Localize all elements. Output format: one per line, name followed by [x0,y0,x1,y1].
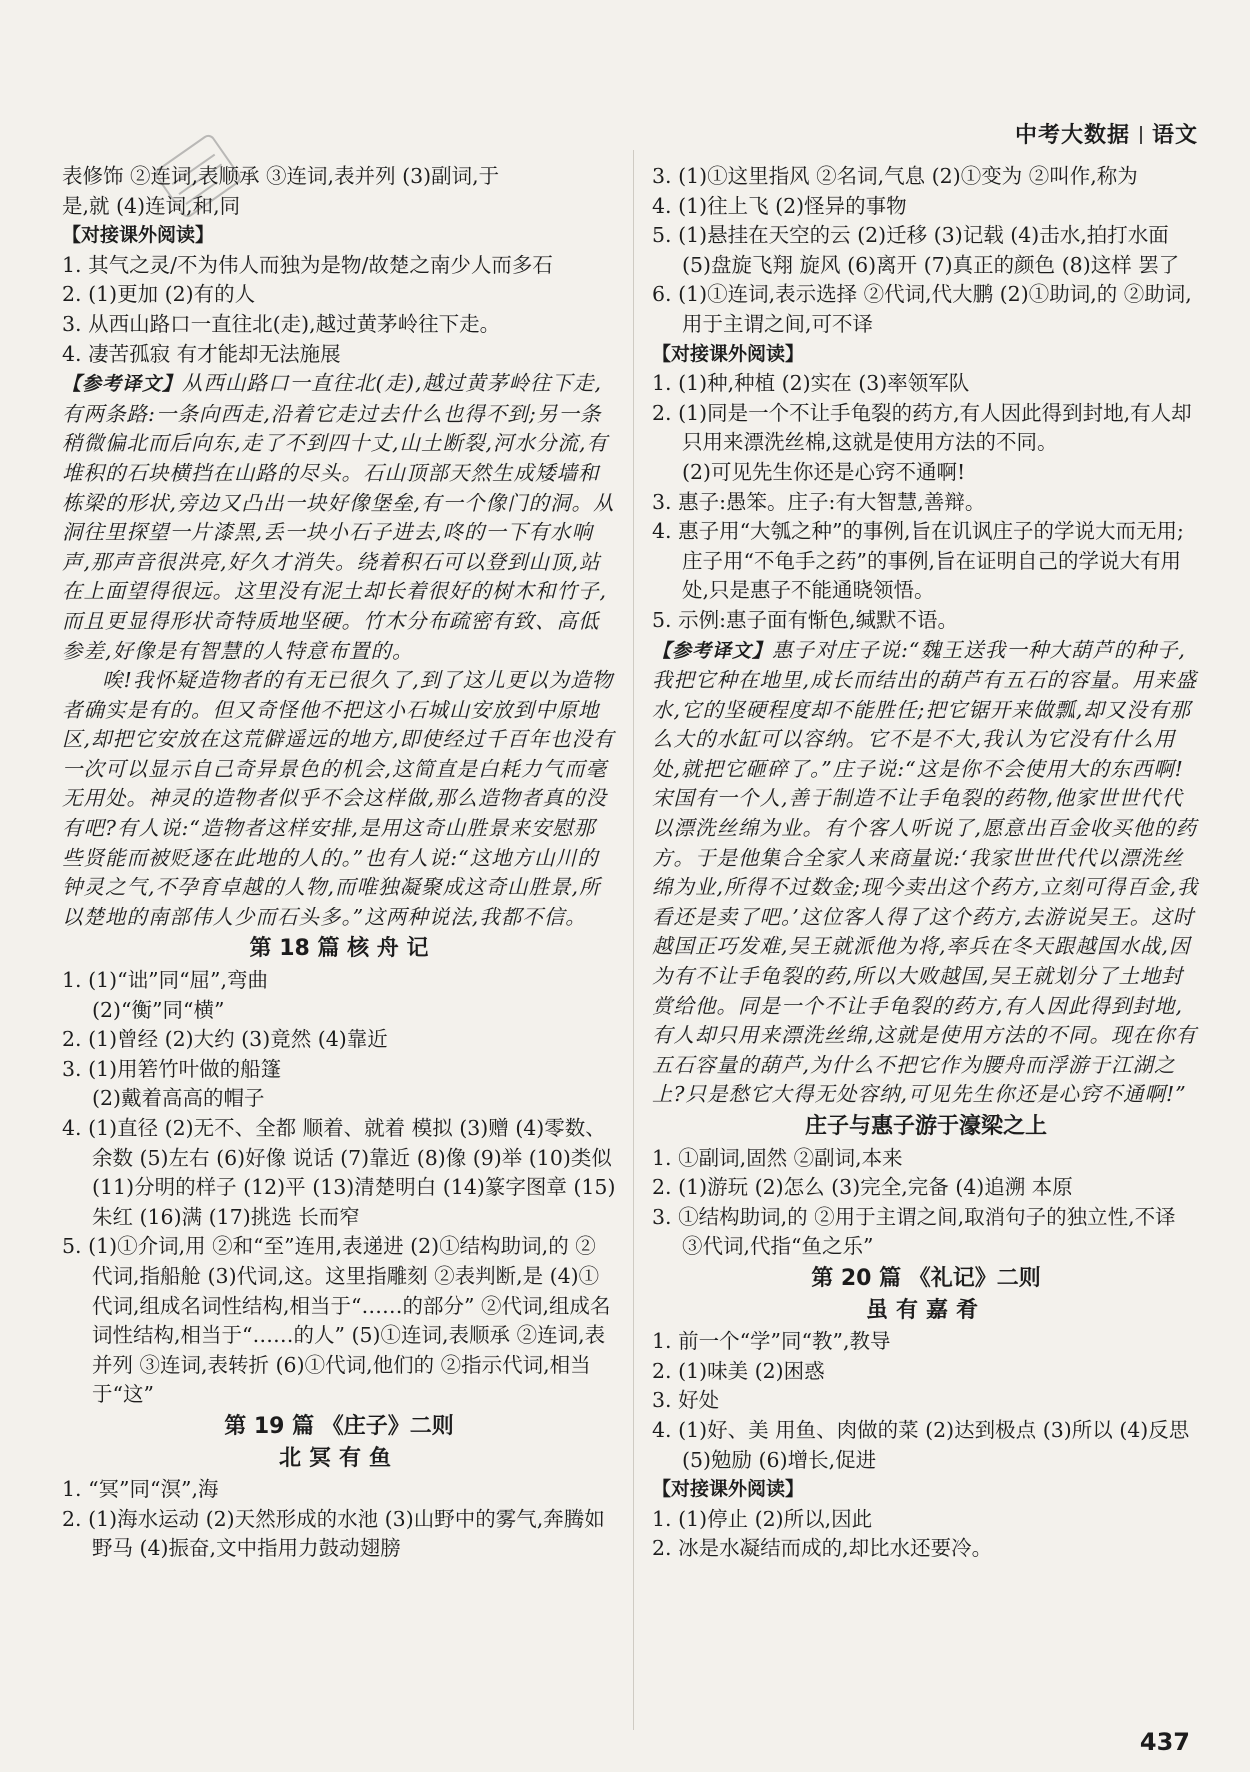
answer-line: 2. (1)曾经 (2)大约 (3)竟然 (4)靠近 [62,1027,388,1052]
answer-line: 3. 好处 [652,1388,720,1413]
answer-line: 3. ①结构助词,的 ②用于主谓之间,取消句子的独立性,不译 ③代词,代指“鱼之乐” [652,1204,1176,1259]
subtitle-beiming: 北冥有鱼 [278,1445,399,1471]
page-number: 437 [1139,1728,1190,1756]
answer-line: 表修饰 ②连词,表顺承 ③连词,表并列 (3)副词,于 [62,164,500,188]
answer-line: 2. (1)同是一个不让手龟裂的药方,有人因此得到封地,有人却只用来漂洗丝棉,这就是使用方法的不同。 [652,400,1192,455]
page-header [1015,118,1198,149]
answer-line: 1. 其气之灵/不为伟人而独为是物/故楚之南少人而多石 [62,252,553,277]
header-subject: 语文 [1151,123,1198,148]
answer-line: 4. (1)好、美 用鱼、肉做的菜 (2)达到极点 (3)所以 (4)反思 (5)勉励 (6)增长,促进 [652,1417,1190,1472]
section-tag-translation: 【参考译文】 [652,639,773,662]
column-divider [633,150,634,1730]
answer-line: (2)戴着高高的帽子 [92,1086,265,1111]
answer-line: 3. (1)①这里指风 ②名词,气息 (2)①变为 ②叫作,称为 [652,164,1138,188]
translation-text: 从西山路口一直往北(走),越过黄茅岭往下走,有两条路:一条向西走,沿着它走过去什么也得不到;另一条稍微偏北而后向东,走了不到四十丈,山土断裂,河水分流,有堆积的石块横挡在山路的尽头。石山顶部天然生成矮墙和栋梁的形状,旁边又凸出一块好像堡垒,有一个像门的洞。从洞往里探望一片漆黑,丢一块小石子进去,咚的一下有水响声,那声音很洪亮,好久才消失。绕着积石可以登到山顶,站在上面望得很远。这里没有泥土却长着很好的树木和竹子,而且更显得形状奇特质地坚硬。竹木分布疏密有致、高低参差,好像是有智慧的人特意布置的。 [62,371,615,663]
translation-paragraph [62,369,616,666]
answer-line: 5. (1)①介词,用 ②和“至”连用,表递进 (2)①结构助词,的 ②代词,指船舱 (3)代词,这。这里指雕刻 ②表判断,是 (4)①代词,组成名词性结构,相当于“……的部分” ②代词,组成名词性结构,相当于“……的人” (5)①连词,表顺承 ②连词,表并列 ③连词,表转折 (6)①代词,他们的 ②指示代词,相当于“这” [62,1234,611,1407]
answer-line: 1. ①副词,固然 ②副词,本来 [652,1145,903,1170]
answer-line: 4. (1)往上飞 (2)怪异的事物 [652,193,907,218]
answer-line: (2)“衡”同“横” [92,997,225,1022]
answer-line: 1. 前一个“学”同“教”,教导 [652,1329,891,1354]
translation-paragraph: 唉!我怀疑造物者的有无已很久了,到了这儿更以为造物者确实是有的。但又奇怪他不把这小石城山安放到中原地区,却把它安放在这荒僻遥远的地方,即使经过千百年也没有一次可以显示自己奇异景色的机会,这简直是白耗力气而毫无用处。神灵的造物者似乎不会这样做,那么造物者真的没有吧?有人说:“造物者这样安排,是用这奇山胜景来安慰那些贤能而被贬逐在此地的人的。”也有人说:“这地方山川的钟灵之气,不孕育卓越的人物,而唯独凝聚成这奇山胜景,所以楚地的南部伟人少而石头多。”这两种说法,我都不信。 [62,668,615,929]
chapter-title-20: 第 20 篇 《礼记》二则 [811,1265,1041,1291]
answer-line: 6. (1)①连词,表示选择 ②代词,代大鹏 (2)①助词,的 ②助词,用于主谓之间,可不译 [652,282,1192,336]
subtitle-haoliang: 庄子与惠子游于濠梁之上 [804,1114,1047,1139]
answer-line: 3. (1)用箬竹叶做的船篷 [62,1056,282,1081]
answer-line: 2. (1)更加 (2)有的人 [62,282,256,307]
section-tag-translation: 【参考译文】 [62,373,183,396]
answer-line: 5. (1)悬挂在天空的云 (2)迁移 (3)记载 (4)击水,拍打水面 (5)盘旋飞翔 旋风 (6)离开 (7)真正的颜色 (8)这样 罢了 [652,223,1180,277]
section-tag-extra-reading: 【对接课外阅读】 [652,1478,805,1501]
answer-line: 1. “冥”同“溟”,海 [62,1477,219,1502]
translation-paragraph [652,636,1200,1111]
chapter-title-18: 第 18 篇 核 舟 记 [249,936,429,962]
answer-line: 3. 从西山路口一直往北(走),越过黄茅岭往下走。 [62,311,501,336]
answer-line: 2. (1)海水运动 (2)天然形成的水池 (3)山野中的雾气,奔腾如野马 (4)振奋,文中指用力鼓动翅膀 [62,1506,605,1561]
section-tag-extra-reading: 【对接课外阅读】 [652,342,805,365]
answer-line: 2. 冰是水凝结而成的,却比水还要冷。 [652,1536,993,1561]
answer-line: 1. (1)“诎”同“屈”,弯曲 [62,968,269,993]
answer-line: 1. (1)停止 (2)所以,因此 [652,1506,873,1531]
answer-line: (2)可见先生你还是心窍不通啊! [682,459,966,484]
subtitle-jiayao: 虽有嘉肴 [865,1297,986,1323]
left-column [62,162,616,1564]
header-brand: 中考大数据 [1014,123,1130,148]
right-column [652,162,1200,1564]
answer-line: 4. 惠子用“大瓠之种”的事例,旨在讥讽庄子的学说大而无用;庄子用“不龟手之药”的事例,旨在证明自己的学说大有用处,只是惠子不能通晓领悟。 [652,519,1184,603]
answer-line: 4. 凄苦孤寂 有才能却无法施展 [62,341,341,366]
header-divider [1140,126,1142,144]
answer-line: 2. (1)味美 (2)困惑 [652,1358,825,1383]
translation-text: 惠子对庄子说:“魏王送我一种大葫芦的种子,我把它种在地里,成长而结出的葫芦有五石的容量。用来盛水,它的坚硬程度却不能胜任;把它锯开来做瓢,却又没有那么大的水缸可以容纳。它不是不大,我认为它没有什么用处,就把它砸碎了。”庄子说:“这是你不会使用大的东西啊!宋国有一个人,善于制造不让手龟裂的药物,他家世世代代以漂洗丝绵为业。有个客人听说了,愿意出百金收买他的药方。于是他集合全家人来商量说:‘我家世世代代以漂洗丝绵为业,所得不过数金;现今卖出这个药方,立刻可得百金,我看还是卖了吧。’这位客人得了这个药方,去游说吴王。这时越国正巧发难,吴王就派他为将,率兵在冬天跟越国水战,因为有不让手龟裂的药,所以大败越国,吴王就划分了土地封赏给他。同是一个不让手龟裂的药方,有人因此得到封地,有人却只用来漂洗丝绵,这就是使用方法的不同。现在你有五石容量的葫芦,为什么不把它作为腰舟而浮游于江湖之上?只是愁它大得无处容纳,可见先生你还是心窍不通啊!” [652,637,1199,1107]
chapter-title-19: 第 19 篇 《庄子》二则 [224,1413,454,1439]
answer-line: 3. 惠子:愚笨。庄子:有大智慧,善辩。 [652,489,986,514]
answer-line: 5. 示例:惠子面有惭色,缄默不语。 [652,607,958,632]
answer-line: 是,就 (4)连词,和,同 [62,193,241,218]
answer-line: 1. (1)种,种植 (2)实在 (3)率领军队 [652,371,970,396]
answer-line: 4. (1)直径 (2)无不、全都 顺着、就着 模拟 (3)赠 (4)零数、余数 (5)左右 (6)好像 说话 (7)靠近 (8)像 (9)举 (10)类似 (11)分明的样子 (12)平 (13)清楚明白 (14)篆字图章 (15)朱红 (16)满 (17)挑选 长而窄 [62,1116,616,1229]
answer-line: 2. (1)游玩 (2)怎么 (3)完全,完备 (4)追溯 本原 [652,1175,1073,1200]
section-tag-extra-reading: 【对接课外阅读】 [62,224,215,247]
